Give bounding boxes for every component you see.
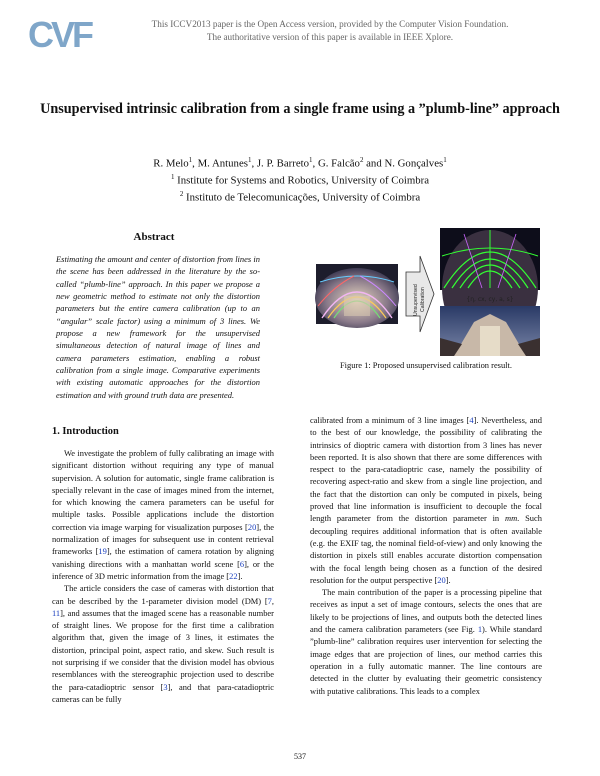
affiliation-1: $^1$ Institute for Systems and Robotics, University of Coimbra	[170, 173, 430, 187]
calibration-parameters: {η, cx, cy, a, s}	[466, 296, 514, 303]
citation-20-b[interactable]: 20	[437, 574, 446, 585]
citation-20[interactable]: 20	[247, 521, 257, 532]
cvf-logo-icon	[28, 14, 106, 52]
figure-1-caption: Figure 1: Proposed unsupervised calibration result.	[339, 360, 512, 370]
figure-1-link[interactable]: 1	[477, 624, 483, 635]
author-list: R. Melo$^1$, M. Antunes$^1$, J. P. Barreto$^1$, G. Falcão$^2$ and N. Gonçalves$^1$	[153, 156, 447, 170]
open-access-line-2: The authoritative version of this paper is available in IEEE Xplore.	[206, 32, 454, 42]
intro-paragraph-3: The main contribution of the paper is a processing pipeline that receives as input a set of image contours, selects the ones that are likely to be projections of lines, and outputs both the detected lines and the camera calibration parameters (see Fig. 1). While standard ”plumb-line” calibration requires user intervention for selecting the image edges that are projection of lines, our method carries this operation in a fully automatic manner. The line contours are detected in the clutter by evaluating their geometric consistency with putative calibrations. This leads to a complex	[310, 587, 542, 696]
distorted-input-image	[315, 264, 399, 328]
citation-4[interactable]: 4	[469, 415, 474, 425]
corrected-output-image	[440, 306, 540, 356]
abstract-text: Estimating the amount and center of distortion from lines in the scene has been addressed in the literature by the so-called “plumb-line” approach. In this paper we propose a new geometric method to estimate not only the distortion parameters but the entire camera calibration (up to an “angular” scale factor) using a minimum of 3 lines. We propose a new framework for the unsupervised simultaneous detection of natural image of lines and camera parameters estimation, enabling a robust calibration from a single image. Comparative experiments with existing automatic approaches for the distortion estimation and with ground truth data are presented.	[56, 254, 260, 400]
citation-6[interactable]: 6	[239, 558, 245, 569]
affiliation-2: $^2$ Instituto de Telecomunicações, University of Coimbra	[179, 190, 421, 204]
intro-paragraph-2: The article considers the case of cameras with distortion that can be described by the 1-parameter division model (DM) [7, 11], and assumes that the imaged scene has a reasonable number of straight lines. We propose for the first time a calibration algorithm that, given the image of 3 lines, it estimates the distortion, principal point, aspect ratio, and skew. Such result is not surprising if we consider that the division model has obvious resemblances with the stereographic projection used to describe the para-catadioptric sensor [3], and that para-catadioptric cameras can be fully	[52, 583, 275, 704]
citation-7[interactable]: 7	[267, 595, 272, 606]
open-access-note	[120, 18, 540, 44]
column-left-body	[52, 447, 274, 705]
figure-1	[314, 226, 542, 358]
citation-19[interactable]: 19	[98, 546, 107, 557]
arrow-label-calibration: Calibration	[420, 287, 426, 312]
author-block	[60, 154, 540, 205]
citation-3[interactable]: 3	[163, 681, 168, 692]
section-heading-introduction: 1. Introduction	[52, 426, 119, 437]
calibration-arrow	[406, 256, 434, 332]
intro-paragraph-2-cont: calibrated from a minimum of 3 line images [4]. Nevertheless, and to the best of our knowledge, the possibility of calibrating the intrinsics of dioptric camera with distortion from 3 lines has never been reported. It is also shown that there are some differences with respect to the para-catadioptric case, namely the possibility of recovering aspect-ratio and skew from a single line projection, and the fact that the distortion can only be computed in pixels, being proved that line information is insufficient to decouple the focal length parameter from the distortion parameter in mm. Such decoupling requires additional information that is often available (e.g. the EXIF tag, the nominal field-of-view) and only knowing the distortion in pixels still enables accurate distortion compensation with the focal length being chosen as a function of the desired resolution for the output perspective [20].	[310, 415, 542, 585]
cvf-logo-text: CVF	[28, 14, 91, 52]
intro-paragraph-1: We investigate the problem of fully calibrating an image with significant distortion without requiring any type of manual supervision. A solution for automatic, single frame calibration is specially relevant in the case of images mined from the internet, for which knowing the camera parameters can be useful for multiple tasks. Possible applications include the distortion correction via image warping for visualization purposes [20], the normalization of images for subsequent use in content retrieval frameworks [19], the estimation of camera rotation by aligning vanishing directions with a manhattan world scene [6], or the inference of 3D metric information from the image [22].	[52, 448, 275, 581]
citation-11[interactable]: 11	[52, 607, 61, 618]
page-number: 537	[294, 752, 306, 761]
citation-22[interactable]: 22	[229, 570, 238, 581]
paper-title: Unsupervised intrinsic calibration from a single frame using a ”plumb-line” approach	[40, 101, 560, 117]
open-access-line-1: This ICCV2013 paper is the Open Access version, provided by the Computer Vision Foundation.	[151, 19, 509, 29]
column-right-body	[310, 414, 542, 697]
abstract-heading: Abstract	[133, 231, 175, 243]
arrow-label-unsupervised: Unsupervised	[413, 284, 419, 316]
